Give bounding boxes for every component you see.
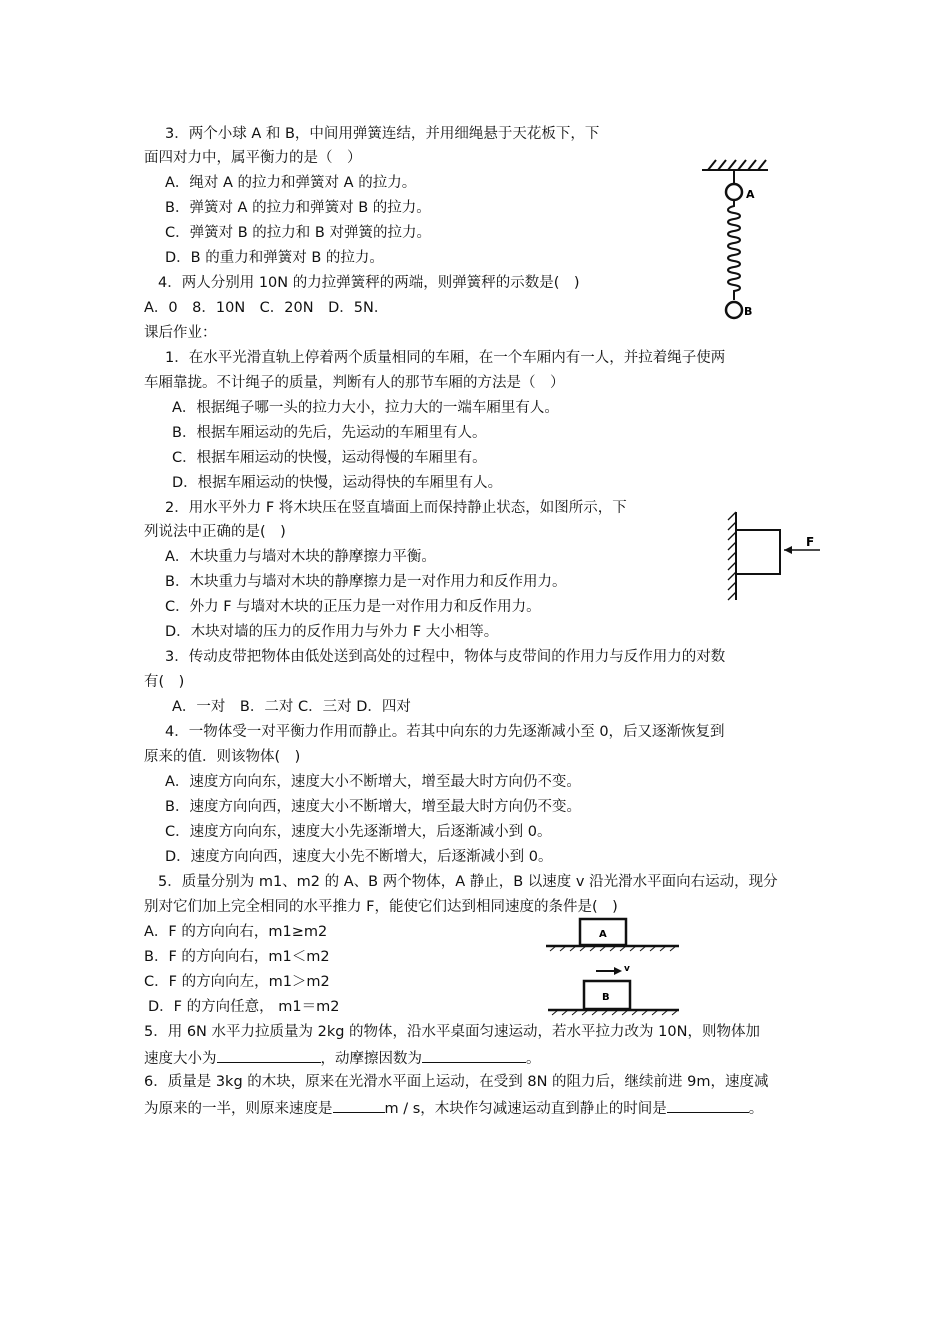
ball-b [726,302,742,318]
ball-b-label: B [744,305,753,318]
spring [728,200,740,300]
ceiling-hatch [702,160,768,170]
q4-stem: 4．两人分别用 10N 的力拉弹簧秤的两端，则弹簧秤的示数是( ) [158,275,580,291]
hw1-option-b: B．根据车厢运动的先后，先运动的车厢里有人。 [172,425,487,441]
hw5-option-c: C．F 的方向向左，m1＞m2 [144,974,330,990]
spring-figure [700,150,790,320]
ball-a-label: A [746,188,755,201]
hw2-option-b: B．木块重力与墙对木块的静摩擦力是一对作用力和反作用力。 [165,574,567,590]
hw6-text-a: 为原来的一半，则原来速度是 [144,1101,333,1117]
hw1-option-d: D．根据车厢运动的快慢，运动得快的车厢里有人。 [172,475,503,491]
hw5b-line1: 5．用 6N 水平力拉质量为 2kg 的物体，沿水平桌面匀速运动，若水平拉力改为 10N，则物体加 [144,1024,760,1040]
force-label: F [806,535,815,549]
hw5-option-d: D．F 的方向任意， m1＝m2 [148,999,340,1015]
velocity-arrow-head [614,967,622,975]
hw2-option-c: C．外力 F 与墙对木块的正压力是一对作用力和反作用力。 [165,599,541,615]
initial-speed-blank[interactable] [333,1097,385,1113]
q3-option-a: A．绳对 A 的拉力和弹簧对 A 的拉力。 [165,175,417,191]
force-arrow-head [784,546,792,554]
wall-hatch [728,512,736,600]
acceleration-blank[interactable] [217,1047,321,1063]
hw1-stem-line1: 1．在水平光滑直轨上停着两个质量相同的车厢，在一个车厢内有一人，并拉着绳子使两 [165,350,726,366]
hw6-line1: 6．质量是 3kg 的木块，原来在光滑水平面上运动，在受到 8N 的阻力后，继续前进 9m，速度减 [144,1074,769,1090]
hw3-stem-line1: 3．传动皮带把物体由低处送到高处的过程中，物体与皮带间的作用力与反作用力的对数 [165,649,726,665]
velocity-label: v [624,964,630,974]
blocks-figure [544,915,694,1025]
hw2-stem-line2: 列说法中正确的是( ) [144,524,286,540]
block-a-label: A [599,929,607,940]
hw5b-text-c: 。 [526,1051,541,1067]
hw5b-text-b: ，动摩擦因数为 [320,1051,422,1067]
hw1-option-a: A．根据绳子哪一头的拉力大小，拉力大的一端车厢里有人。 [172,400,559,416]
hw5-stem-line2: 别对它们加上完全相同的水平推力 F，能使它们达到相同速度的条件是( ) [144,899,618,915]
hw3-stem-line2: 有( ) [144,674,185,690]
hw5b-text-a: 速度大小为 [144,1051,217,1067]
hw6-text-b: m / s，木块作匀减速运动直到静止的时间是 [384,1101,667,1117]
q3-stem-line1: 3．两个小球 A 和 B，中间用弹簧连结，并用细绳悬于天花板下，下 [165,126,600,142]
hw4-option-d: D．速度方向向西，速度大小先不断增大，后逐渐减小到 0。 [165,849,553,865]
hw1-stem-line2: 车厢靠拢。不计绳子的质量，判断有人的那节车厢的方法是（ ） [144,375,565,391]
hw5-stem-line1: 5．质量分别为 m1、m2 的 A、B 两个物体，A 静止，B 以速度 v 沿光滑水平面向右运动，现分 [158,874,778,890]
ball-a [726,184,742,200]
hw5-option-b: B．F 的方向向右，m1＜m2 [144,949,330,965]
hw2-option-a: A．木块重力与墙对木块的静摩擦力平衡。 [165,549,436,565]
time-blank[interactable] [667,1097,749,1113]
wooden-block [736,530,780,574]
hw4-option-c: C．速度方向向东，速度大小先逐渐增大，后逐渐减小到 0。 [165,824,552,840]
friction-coefficient-blank[interactable] [422,1047,526,1063]
wall-block-figure [726,508,826,608]
hw3-options: A．一对 B．二对 C．三对 D．四对 [172,699,411,715]
homework-header: 课后作业： [144,325,217,341]
hw4-option-a: A．速度方向向东，速度大小不断增大，增至最大时方向仍不变。 [165,774,581,790]
hw2-option-d: D．木块对墙的压力的反作用力与外力 F 大小相等。 [165,624,499,640]
q3-option-c: C．弹簧对 B 的拉力和 B 对弹簧的拉力。 [165,225,431,241]
q3-option-b: B．弹簧对 A 的拉力和弹簧对 B 的拉力。 [165,200,431,216]
hw4-stem-line1: 4．一物体受一对平衡力作用而静止。若其中向东的力先逐渐减小至 0，后又逐渐恢复到 [165,724,725,740]
hw6-text-c: 。 [748,1101,764,1117]
block-b-label: B [602,992,610,1003]
hw6-line2 [144,1097,763,1119]
hw2-stem-line1: 2．用水平外力 F 将木块压在竖直墙面上而保持静止状态，如图所示，下 [165,500,627,516]
hw5-option-a: A．F 的方向向右，m1≥m2 [144,924,328,940]
q3-stem-line2: 面四对力中，属平衡力的是（ ） [144,150,362,166]
hw5b-line2 [144,1047,541,1069]
q3-option-d: D．B 的重力和弹簧对 B 的拉力。 [165,250,384,266]
hw1-option-c: C．根据车厢运动的快慢，运动得慢的车厢里有。 [172,450,487,466]
q4-options: A．0 8．10N C．20N D．5N． [144,300,389,316]
hw4-stem-line2: 原来的值．则该物体( ) [144,749,301,765]
hw4-option-b: B．速度方向向西，速度大小不断增大，增至最大时方向仍不变。 [165,799,581,815]
